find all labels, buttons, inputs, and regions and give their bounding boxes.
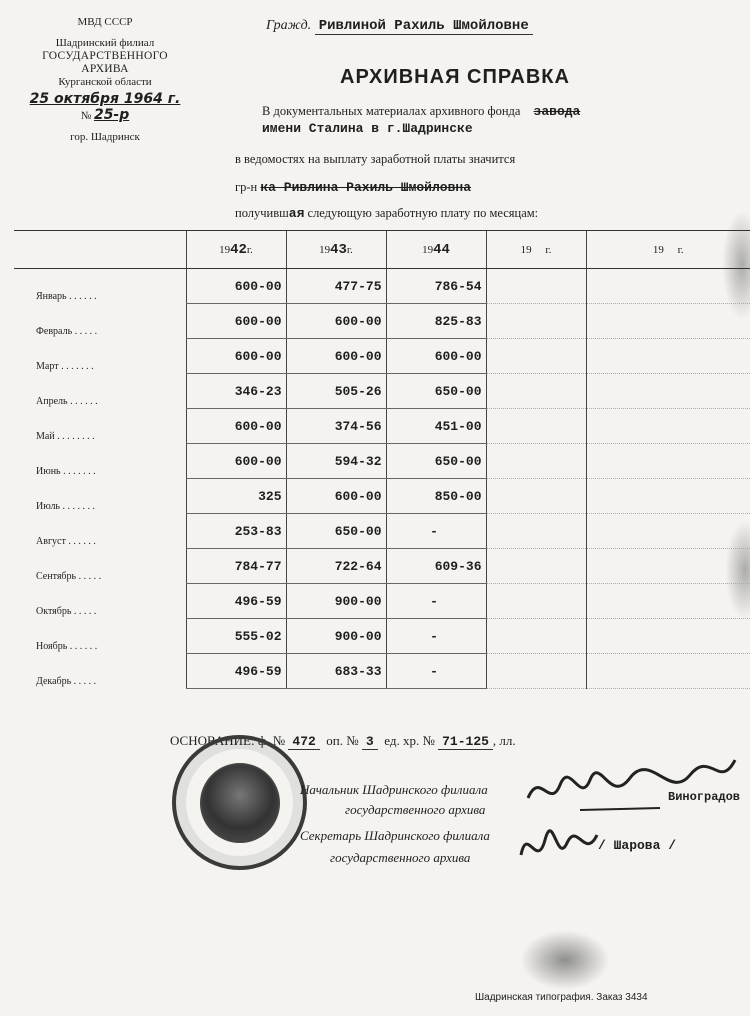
salary-cell: - [386,619,486,654]
salary-cell: 600-00 [386,339,486,374]
head-name: Виноградов [668,790,741,804]
salary-cell: 600-00 [286,479,386,514]
printer-footer: Шадринская типография. Заказ 3434 [475,992,648,1003]
salary-cell: 477-75 [286,269,386,304]
salary-cell: - [386,584,486,619]
empty-cell [586,339,750,374]
empty-cell [486,584,586,619]
head-title-2: государственного архива [345,802,486,817]
scan-smudge [520,930,610,990]
salary-cell: 600-00 [186,304,286,339]
empty-cell [586,269,750,304]
salary-cell: 850-00 [386,479,486,514]
salary-cell: 786-54 [386,269,486,304]
body-line-2 [262,121,473,136]
head-signature [520,750,740,820]
salary-cell: 784-77 [186,549,286,584]
empty-cell [486,549,586,584]
salary-cell: 900-00 [286,619,386,654]
month-row [14,269,750,304]
addressee-prefix: Гражд. [266,18,312,33]
month-row [14,549,750,584]
year-header: 19 г. [486,231,586,269]
body-line-4 [235,180,471,195]
salary-cell: 722-64 [286,549,386,584]
month-row [14,339,750,374]
salary-cell: 600-00 [186,269,286,304]
salary-cell: 683-33 [286,654,386,689]
month-row [14,374,750,409]
month-label: Февраль . . . . . [36,325,98,337]
salary-cell: 650-00 [286,514,386,549]
op-label: оп. № [326,733,359,748]
salary-cell: 650-00 [386,374,486,409]
month-row [14,654,750,689]
typed-text: ая [288,206,305,221]
salary-cell: 496-59 [186,654,286,689]
document-title: АРХИВНАЯ СПРАВКА [340,66,570,88]
addressee [266,18,533,34]
empty-cell [586,549,750,584]
salary-cell: 650-00 [386,444,486,479]
month-row [14,619,750,654]
year-header: 1943г. [286,231,386,269]
fond-number: 472 [288,734,319,750]
empty-cell [486,339,586,374]
op-number: 3 [362,734,378,750]
salary-cell: 253-83 [186,514,286,549]
empty-cell [586,444,750,479]
month-label: Декабрь . . . . . [36,675,97,687]
empty-cell [486,304,586,339]
month-label: Июнь . . . . . . . [36,465,96,477]
body-line-3 [235,152,515,167]
empty-cell [486,269,586,304]
year-header: 1942г. [186,231,286,269]
salary-cell: 325 [186,479,286,514]
salary-cell: 600-00 [186,339,286,374]
salary-cell: 374-56 [286,409,386,444]
salary-cell: 555-02 [186,619,286,654]
document-number: 25-р [93,107,130,123]
printed-text: получивш [235,206,289,220]
secretary-signature [515,815,605,875]
printed-text: в ведомостях на выплату заработной платы значится [235,152,516,166]
month-label: Май . . . . . . . . [36,430,95,442]
issuer-town: гор. Шадринск [70,131,140,143]
month-label: Июль . . . . . . . [36,500,95,512]
empty-cell [486,409,586,444]
empty-cell [586,619,750,654]
year-header: 1944 [386,231,486,269]
secretary-title-2: государственного архива [330,850,471,865]
org-line: Шадринский филиал [55,37,155,49]
empty-cell [486,444,586,479]
secretary-name: / Шарова / [598,838,677,853]
month-row [14,409,750,444]
empty-cell [586,654,750,689]
month-label: Январь . . . . . . [36,290,97,302]
month-row [14,584,750,619]
salary-cell: 594-32 [286,444,386,479]
year-header: 19 г. [586,231,750,269]
salary-cell: 600-00 [286,304,386,339]
empty-cell [586,514,750,549]
empty-cell [486,654,586,689]
body-line-5 [235,206,538,221]
salary-cell: 600-00 [186,409,286,444]
salary-cell: 505-26 [286,374,386,409]
number-label: № [80,110,92,122]
month-column-header [14,231,186,269]
org-line: Курганской области [58,76,152,88]
month-label: Сентябрь . . . . . [36,570,102,582]
empty-cell [586,409,750,444]
basis-label: ОСНОВАНИЕ: ф. № [170,733,286,748]
empty-cell [586,584,750,619]
printed-text: В документальных материалах архивного фонда [262,104,521,118]
month-row [14,514,750,549]
empty-cell [586,304,750,339]
salary-cell: - [386,514,486,549]
month-row [14,479,750,514]
month-label: Октябрь . . . . . [36,605,97,617]
head-title-1: Начальник Шадринского филиала [300,782,488,797]
seal-emblem [200,763,280,843]
salary-cell: 900-00 [286,584,386,619]
month-row [14,304,750,339]
salary-cell: 496-59 [186,584,286,619]
official-seal [172,735,307,870]
org-line: АРХИВА [81,63,129,75]
body-line-1 [262,104,580,119]
empty-cell [486,514,586,549]
ed-number: 71-125 [438,734,493,750]
month-label: Март . . . . . . . [36,360,94,372]
empty-cell [486,374,586,409]
salary-table [14,230,750,689]
year-header-row [14,231,750,269]
salary-cell: - [386,654,486,689]
salary-cell: 451-00 [386,409,486,444]
issuer-block [20,16,190,144]
month-label: Апрель . . . . . . [36,395,98,407]
month-label: Ноябрь . . . . . . [36,640,98,652]
printed-text: следующую заработную плату по месяцам: [307,206,539,220]
fond-name: имени Сталина в г.Шадринске [262,121,473,136]
empty-cell [586,374,750,409]
salary-cell: 600-00 [186,444,286,479]
empty-cell [486,479,586,514]
empty-cell [586,479,750,514]
ministry: МВД СССР [77,16,133,28]
addressee-name: Ривлиной Рахиль Шмойловне [315,18,533,35]
issue-date: 25 октября 1964 г. [29,91,181,107]
printed-text: гр-н [235,180,258,194]
ed-label: ед. хр. № [384,733,435,748]
ll-label: , лл. [492,733,516,748]
org-line: ГОСУДАРСТВЕННОГО [42,50,168,62]
typed-text: завода [533,104,581,119]
salary-cell: 825-83 [386,304,486,339]
salary-cell: 609-36 [386,549,486,584]
salary-cell: 600-00 [286,339,386,374]
month-label: Август . . . . . . [36,535,96,547]
salary-cell: 346-23 [186,374,286,409]
person-name: ка Ривлина Рахиль Шмойловна [260,180,471,195]
secretary-title-1: Секретарь Шадринского филиала [300,828,490,843]
empty-cell [486,619,586,654]
month-row [14,444,750,479]
